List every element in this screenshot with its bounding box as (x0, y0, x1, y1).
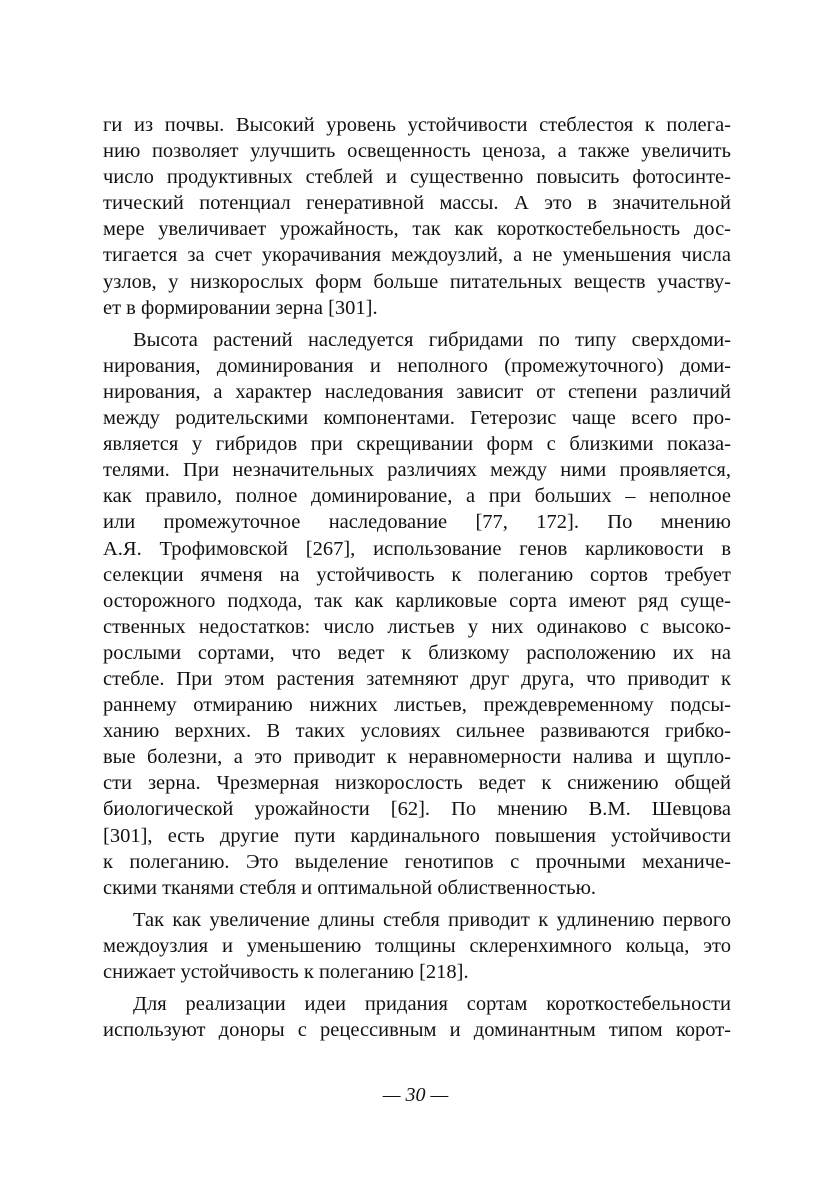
text-line: как правило, полное доминирование, а при больших – неполное (103, 485, 731, 508)
text-line: между родительскими компонентами. Гетерозис чаще всего про- (103, 407, 731, 430)
text-line: Так как увеличение длины стебля приводит к удлинению первого (133, 908, 731, 931)
paragraph-3 (103, 907, 731, 985)
text-line: число продуктивных стеблей и существенно повысить фотосинте- (103, 166, 731, 189)
text-line: нию позволяет улучшить освещенность ценоза, а также увеличить (103, 140, 731, 163)
text-line: стебле. При этом растения затемняют друг друга, что приводит к (103, 667, 731, 690)
text-line: ханию верхних. В таких условиях сильнее развиваются грибко- (103, 720, 731, 743)
text-line: к полеганию. Это выделение генотипов с прочными механиче- (103, 850, 731, 873)
text-line: ет в формировании зерна [301]. (103, 296, 378, 319)
text-line: [301], есть другие пути кардинального повышения устойчивости (103, 824, 731, 847)
text-line: Высота растений наследуется гибридами по типу сверхдоми- (133, 328, 731, 351)
paragraph-2 (103, 327, 731, 901)
paragraph-1 (103, 112, 731, 321)
page-number: — 30 — (382, 1084, 449, 1106)
text-line: нирования, а характер наследования зависит от степени различий (103, 380, 731, 403)
text-line: узлов, у низкорослых форм больше питательных веществ участву- (103, 270, 731, 293)
text-line: нирования, доминирования и неполного (промежуточного) доми- (103, 354, 731, 377)
text-line: селекции ячменя на устойчивость к полеганию сортов требует (103, 563, 731, 586)
text-line: раннему отмиранию нижних листьев, преждевременному подсы- (103, 694, 731, 717)
text-line: ги из почвы. Высокий уровень устойчивости стеблестоя к полега- (103, 114, 731, 136)
text-line: междоузлия и уменьшению толщины склеренхимного кольца, это (103, 934, 731, 957)
text-line: сти зерна. Чрезмерная низкорослость ведет к снижению общей (103, 772, 731, 795)
text-line: телями. При незначительных различиях между ними проявляется, (103, 459, 731, 482)
text-line: тический потенциал генеративной массы. А это в значительной (103, 192, 731, 215)
text-line: рослыми сортами, что ведет к близкому расположению их на (103, 641, 731, 664)
paragraph-4 (103, 991, 731, 1043)
text-line: осторожного подхода, так как карликовые сорта имеют ряд суще- (103, 589, 731, 612)
text-line: является у гибридов при скрещивании форм с близкими показа- (103, 433, 731, 456)
text-line: ственных недостатков: число листьев у них одинаково с высоко- (103, 615, 731, 638)
text-line: или промежуточное наследование [77, 172]. По мнению (103, 511, 731, 534)
text-line: тигается за счет укорачивания междоузлий, а не уменьшения числа (103, 244, 731, 267)
text-line: вые болезни, а это приводит к неравномерности налива и щупло- (103, 746, 731, 769)
text-line: скими тканями стебля и оптимальной облиственностью. (103, 876, 597, 899)
page-body (103, 112, 731, 1043)
text-line: мере увеличивает урожайность, так как короткостебельность дос- (103, 218, 731, 241)
text-line: А.Я. Трофимовской [267], использование генов карликовости в (103, 537, 731, 560)
text-line: снижает устойчивость к полеганию [218]. (103, 961, 469, 983)
text-line: Для реализации идеи придания сортам короткостебельности (133, 993, 731, 1016)
text-line: используют доноры с рецессивным и доминантным типом корот- (103, 1019, 731, 1042)
text-line: биологической урожайности [62]. По мнению В.М. Шевцова (103, 798, 731, 821)
